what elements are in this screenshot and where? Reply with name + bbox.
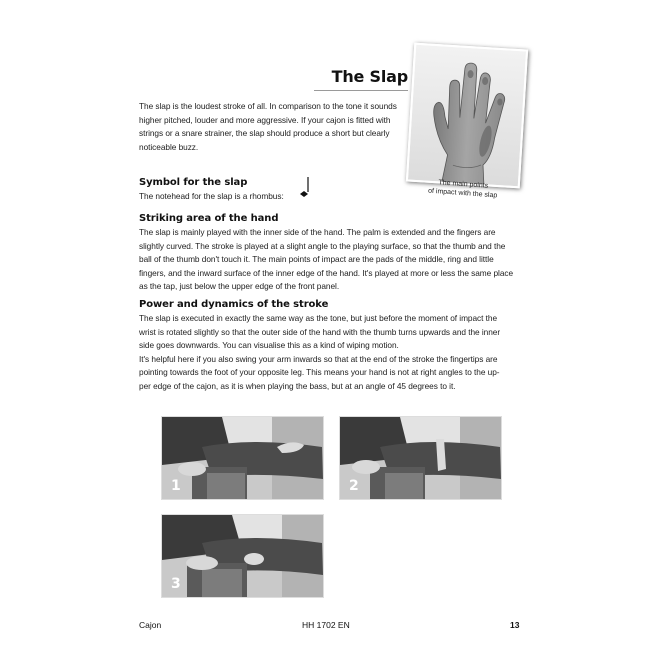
caption-line: of impact with the slap (427, 187, 498, 200)
section-text-power-dynamics (139, 312, 500, 393)
footer-catalog-code: HH 1702 EN (302, 620, 350, 630)
photo-number: 1 (171, 478, 181, 494)
section-line: as the tap, just below the upper edge of the front panel. (139, 281, 340, 291)
section-line: The slap is mainly played with the inner side of the hand. The palm is extended and the fingers are (139, 227, 496, 237)
page-number: 13 (510, 620, 520, 630)
section-line: The notehead for the slap is a rhombus: (139, 191, 284, 201)
hand-image (408, 45, 526, 186)
intro-line: higher pitched, louder and more aggressive. If your cajon is fitted with (139, 114, 391, 125)
stroke-photo-3-image (162, 515, 323, 597)
section-line: side goes downwards. You can visualise this as a kind of wiping motion. (139, 340, 399, 350)
slap-notehead-symbol (297, 176, 311, 198)
intro-line: noticeable buzz. (139, 141, 199, 152)
section-line: ball of the thumb don't touch it. The main points of impact are the pads of the middle, ring and little (139, 254, 494, 264)
stroke-photo-1 (161, 416, 324, 500)
stroke-photo-2 (339, 416, 502, 500)
photo-number: 3 (171, 576, 181, 592)
intro-paragraph (139, 100, 397, 154)
stroke-photo-2-image (340, 417, 501, 499)
section-heading-power-dynamics: Power and dynamics of the stroke (139, 299, 329, 310)
title-divider (314, 90, 408, 91)
section-line: The slap is executed in exactly the same way as the tone, but just before the moment of impact the (139, 313, 498, 323)
stroke-photo-3 (161, 514, 324, 598)
section-line: per edge of the cajon, as it is when playing the bass, but at an angle of 45 degrees to it. (139, 380, 456, 391)
section-text-symbol (139, 190, 284, 204)
intro-line: The slap is the loudest stroke of all. In comparison to the tone it sounds (139, 101, 397, 111)
section-line: fingers, and the inward surface of the inner edge of the hand. It's played at more or less the same place (139, 267, 514, 278)
intro-line: strings or a snare strainer, the slap should produce a short but clearly (139, 128, 390, 138)
section-heading-symbol: Symbol for the slap (139, 177, 248, 188)
photo-number: 2 (349, 478, 359, 494)
section-line: It's helpful here if you also swing your arm inwards so that at the end of the stroke the fingertips are (139, 353, 498, 364)
page-title: The Slap (331, 67, 408, 86)
hand-impact-photo (406, 43, 528, 189)
section-text-striking-area (139, 226, 513, 294)
caption-line: The main points (438, 179, 489, 190)
section-line: wrist is rotated slightly so that the outer side of the hand with the thumb turns upwards and the inner (139, 326, 501, 337)
stroke-photo-1-image (162, 417, 323, 499)
section-line: pointing towards the foot of your opposite leg. This means your hand is not at right angles to the up- (139, 367, 500, 377)
footer-book-title: Cajon (139, 620, 162, 630)
section-heading-striking-area: Striking area of the hand (139, 213, 279, 224)
section-line: slightly curved. The stroke is played at a slight angle to the playing surface, so that the thumb and the (139, 240, 506, 251)
